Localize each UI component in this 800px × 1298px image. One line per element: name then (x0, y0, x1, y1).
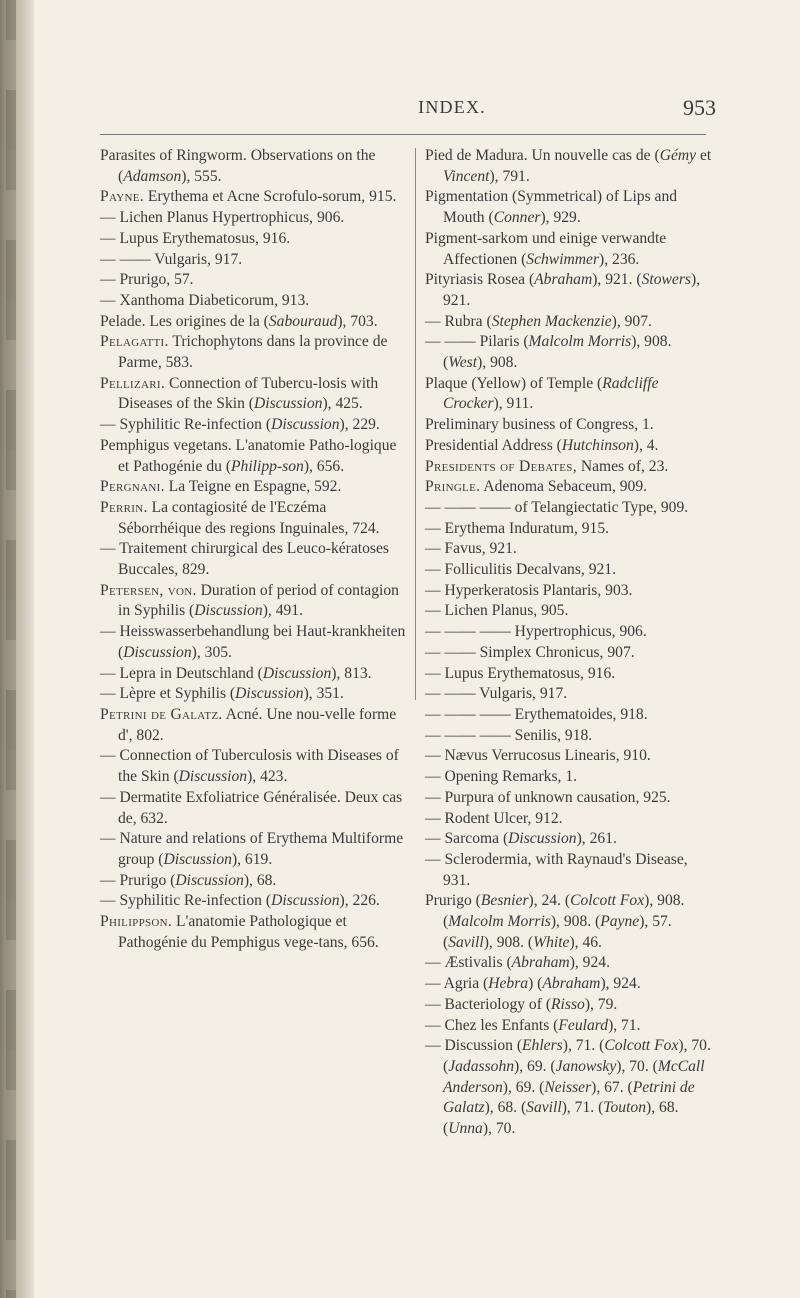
entry-author: Discussion (194, 602, 263, 620)
index-entry (425, 539, 715, 560)
entry-heading: Pringle. (425, 478, 481, 496)
entry-text: Pigment-sarkom und einige verwandte Affectionen ( (425, 229, 667, 268)
entry-text: ), 911. (493, 395, 534, 413)
entry-text: Acné. Une nou-velle forme d', 802. (118, 705, 397, 744)
entry-text: — Lèpre et Syphilis ( (100, 685, 236, 703)
index-entry (100, 208, 406, 229)
index-entry (100, 229, 406, 250)
entry-text: ), 4. (633, 436, 659, 454)
entry-text: ), 908. ( (483, 933, 534, 951)
entry-text: — —— —— Hypertrophicus, 906. (425, 623, 647, 641)
entry-text: Pityriasis Rosea ( (425, 271, 535, 289)
index-entry (100, 705, 406, 746)
entry-text: Adenoma Sebaceum, 909. (480, 478, 648, 496)
entry-text: L'anatomie Pathologique et Pathogénie du Pemphigus vege-tans, 656. (118, 913, 379, 951)
entry-author: Abraham (542, 975, 601, 993)
entry-author: Unna (448, 1120, 483, 1138)
index-entry (100, 146, 406, 187)
entry-text: — —— Pilaris ( (425, 333, 529, 351)
entry-author: Petrini de Galatz (443, 1078, 695, 1117)
index-entry (100, 291, 406, 312)
page-number: 953 (683, 95, 716, 120)
entry-text: ), 68. ( (443, 1099, 679, 1138)
index-entry (425, 560, 715, 581)
index-entry (425, 312, 715, 333)
entry-text: ), 305. (191, 643, 232, 661)
index-entry (425, 664, 715, 685)
index-column-right (425, 146, 715, 1140)
index-entry (100, 539, 406, 580)
entry-text: Pelade. Les origines de la ( (100, 312, 269, 330)
index-entry (425, 891, 715, 953)
entry-text: ), 907. (611, 312, 652, 330)
index-entry (100, 270, 406, 291)
entry-author: Discussion (271, 892, 340, 910)
entry-text: ), 24. ( (528, 892, 571, 910)
entry-text: — Lichen Planus Hypertrophicus, 906. (100, 209, 345, 227)
index-entry (425, 146, 715, 187)
entry-author: Touton (603, 1099, 647, 1117)
column-divider (415, 148, 416, 700)
entry-text: Pied de Madura. Un nouvelle cas de ( (425, 147, 660, 164)
entry-author: McCall Anderson (443, 1057, 705, 1096)
entry-text: ), 70. (482, 1120, 516, 1138)
index-entry (425, 498, 715, 519)
index-entry (425, 767, 715, 788)
index-entry (100, 250, 406, 271)
entry-text: ) ( (528, 975, 543, 993)
index-entry (425, 829, 715, 850)
entry-text: — Heisswasserbehandlung bei Haut-krankheiten ( (100, 623, 406, 661)
entry-author: Besnier (480, 892, 529, 910)
entry-text: ), 229. (339, 416, 380, 434)
entry-author: Hutchinson (561, 436, 634, 454)
entry-text: — Discussion ( (425, 1037, 523, 1055)
entry-text: ), 656. (303, 457, 345, 475)
entry-author: Stephen Mackenzie (491, 312, 612, 330)
index-entry (100, 415, 406, 436)
index-entry (425, 374, 715, 415)
index-column-left (100, 146, 406, 953)
entry-text: — Prurigo, 57. (100, 271, 194, 289)
index-entry (100, 664, 406, 685)
entry-text: ), 921. ( (592, 271, 642, 289)
entry-text: ), 491. (262, 602, 303, 620)
entry-heading: Petersen, von. (100, 581, 197, 599)
entry-heading: Pelagatti. (100, 333, 169, 351)
entry-author: Payne (600, 913, 640, 931)
entry-heading: Pellizari. (100, 374, 166, 392)
entry-text: — —— —— Senilis, 918. (425, 726, 593, 744)
entry-author: Hebra (488, 975, 529, 993)
entry-author: Risso (551, 995, 585, 1013)
entry-heading: Petrini de Galatz. (100, 705, 223, 723)
index-entry (425, 581, 715, 602)
index-entry (425, 457, 715, 478)
entry-author: Discussion (254, 395, 323, 413)
entry-text: — Lichen Planus, 905. (425, 602, 569, 620)
entry-text: ), 703. (337, 312, 378, 330)
entry-text: — Lepra in Deutschland ( (100, 664, 263, 682)
entry-author: West (448, 354, 478, 372)
entry-text: ), 69. ( (514, 1057, 556, 1075)
entry-author: Sabouraud (268, 312, 338, 330)
index-entry (425, 974, 715, 995)
index-entry (100, 187, 406, 208)
index-entry (425, 726, 715, 747)
entry-author: White (533, 933, 570, 951)
entry-text: La contagiosité de l'Eczéma Séborrhéique des regions Inguinales, 724. (118, 498, 380, 537)
index-entry (100, 498, 406, 539)
index-entry (425, 1036, 715, 1140)
index-entry (100, 332, 406, 373)
index-entry (425, 332, 715, 373)
index-entry (100, 436, 406, 477)
entry-author: Philipp-son (231, 457, 304, 475)
entry-text: — Bacteriology of ( (425, 995, 552, 1013)
entry-text: — —— Vulgaris, 917. (425, 685, 568, 703)
index-entry (425, 684, 715, 705)
entry-text: ), 68. (243, 871, 277, 889)
index-entry (425, 850, 715, 891)
entry-text: La Teigne en Espagne, 592. (164, 478, 342, 496)
index-entry (425, 187, 715, 228)
entry-text: ), 79. (584, 995, 618, 1013)
entry-text: Prurigo ( (425, 892, 481, 910)
index-entry (425, 809, 715, 830)
entry-heading: Payne. (100, 188, 144, 206)
entry-text: — Syphilitic Re-infection ( (100, 416, 272, 434)
running-head: INDEX. (418, 97, 486, 117)
entry-text: ), 619. (231, 850, 273, 868)
entry-text: — Sarcoma ( (425, 830, 509, 848)
entry-text: — Opening Remarks, 1. (425, 768, 578, 786)
entry-author: Vincent (443, 167, 490, 185)
index-entry (425, 705, 715, 726)
entry-text: ), 813. (331, 664, 372, 682)
entry-text: — Prurigo ( (100, 871, 176, 889)
entry-text: — Æstivalis ( (425, 954, 512, 972)
index-entry (425, 519, 715, 540)
entry-text: ), 69. ( (502, 1078, 545, 1096)
entry-text: ), 70. ( (443, 1037, 711, 1075)
entry-author: Feulard (558, 1016, 609, 1034)
entry-author: Conner (493, 209, 541, 227)
index-entry (100, 581, 406, 622)
entry-text: ), 924. (569, 954, 610, 972)
entry-text: Connection of Tubercu-losis with Diseases of the Skin ( (118, 374, 379, 413)
index-entry (100, 871, 406, 892)
index-entry (100, 829, 406, 870)
entry-author: Malcolm Morris (528, 333, 632, 351)
entry-text: ), 908. ( (443, 333, 672, 372)
entry-text: Pemphigus vegetans. L'anatomie Patho-logique et Pathogénie du ( (100, 436, 397, 475)
entry-heading: Pergnani. (100, 478, 165, 496)
entry-text: — Chez les Enfants ( (425, 1016, 559, 1034)
entry-text: — Lupus Erythematosus, 916. (425, 664, 616, 682)
entry-author: Discussion (163, 850, 232, 868)
entry-author: Abraham (511, 954, 570, 972)
entry-text: ), 555. (181, 167, 222, 185)
index-entry (425, 746, 715, 767)
entry-text: Trichophytons dans la province de Parme, 583. (118, 333, 388, 372)
entry-text: ), 425. (322, 395, 363, 413)
entry-text: Erythema et Acne Scrofulo-sorum, 915. (143, 188, 397, 206)
index-entry (425, 270, 715, 311)
index-entry (100, 622, 406, 663)
entry-text: Plaque (Yellow) of Temple ( (425, 374, 603, 392)
entry-text: ), 226. (339, 892, 380, 910)
entry-author: Discussion (178, 768, 248, 786)
index-entry (425, 436, 715, 457)
entry-text: Pigmentation (Symmetrical) of Lips and Mouth ( (425, 188, 678, 227)
entry-author: Adamson (123, 167, 182, 185)
entry-text: — Nature and relations of Erythema Multiforme group ( (100, 830, 404, 868)
index-entry (425, 788, 715, 809)
entry-author: Gémy (659, 147, 697, 164)
entry-text: ), 929. (540, 209, 581, 227)
entry-author: Savill (448, 933, 484, 951)
entry-text: — —— Vulgaris, 917. (100, 250, 243, 268)
index-entry (425, 953, 715, 974)
entry-text: Names of, 23. (576, 457, 669, 475)
index-entry (100, 477, 406, 498)
entry-author: Radcliffe Crocker (443, 374, 659, 413)
entry-text: ), 71. (608, 1016, 641, 1034)
index-entry (100, 684, 406, 705)
index-entry (100, 746, 406, 787)
entry-author: Colcott Fox (570, 892, 645, 910)
entry-text: — Connection of Tuberculosis with Diseases of the Skin ( (100, 747, 399, 786)
entry-text: et (696, 147, 712, 164)
entry-author: Discussion (123, 643, 192, 661)
entry-author: Janowsky (555, 1057, 617, 1075)
entry-text: ), 423. (247, 768, 288, 786)
entry-author: Discussion (271, 416, 340, 434)
index-entry (100, 312, 406, 333)
entry-text: — Agria ( (425, 975, 489, 993)
page-header (0, 97, 800, 127)
index-entry (100, 891, 406, 912)
entry-text: ), 921. (443, 271, 701, 309)
entry-text: — Favus, 921. (425, 540, 517, 558)
index-entry (100, 912, 406, 953)
index-entry (100, 788, 406, 829)
entry-author: Jadassohn (448, 1057, 515, 1075)
index-entry (425, 601, 715, 622)
index-entry (425, 643, 715, 664)
entry-heading: Presidents of Debates, (425, 457, 577, 475)
entry-author: Malcolm Morris (448, 913, 551, 931)
entry-author: Discussion (235, 685, 304, 703)
entry-text: — Lupus Erythematosus, 916. (100, 229, 291, 247)
entry-text: ), 261. (576, 830, 617, 848)
entry-text: ), 908. (477, 354, 518, 372)
entry-author: Colcott Fox (604, 1037, 679, 1055)
entry-author: Abraham (534, 271, 593, 289)
entry-text: ), 791. (489, 167, 530, 185)
binding-edge (6, 0, 16, 1298)
entry-text: ), 46. (569, 933, 602, 951)
entry-author: Stowers (641, 271, 691, 289)
index-entry (425, 229, 715, 270)
entry-text: — Nævus Verrucosus Linearis, 910. (425, 747, 651, 765)
entry-text: ), 57. ( (443, 913, 672, 951)
entry-heading: Perrin. (100, 498, 148, 516)
entry-text: ), 924. (600, 975, 641, 993)
index-entry (100, 374, 406, 415)
entry-text: Duration of period of contagion in Syphilis ( (118, 581, 399, 620)
index-entry (425, 995, 715, 1016)
entry-text: — Sclerodermia, with Raynaud's Disease, 931. (425, 850, 688, 889)
entry-text: Parasites of Ringworm. Observations on the ( (100, 147, 376, 185)
entry-text: — Folliculitis Decalvans, 921. (425, 561, 617, 579)
entry-text: ), 71. ( (562, 1037, 605, 1055)
entry-text: — Hyperkeratosis Plantaris, 903. (425, 581, 633, 599)
entry-text: ), 351. (303, 685, 344, 703)
entry-text: ), 70. ( (616, 1057, 658, 1075)
entry-author: Discussion (262, 664, 332, 682)
entry-text: — Erythema Induratum, 915. (425, 519, 610, 537)
entry-text: ), 71. ( (561, 1099, 604, 1117)
header-rule (100, 134, 706, 135)
entry-text: ), 908. ( (550, 913, 601, 931)
entry-text: ), 68. ( (484, 1099, 527, 1117)
index-entry (425, 415, 715, 436)
entry-text: — Xanthoma Diabeticorum, 913. (100, 291, 310, 309)
entry-text: Presidential Address ( (425, 436, 562, 454)
book-spine-shadow (0, 0, 34, 1298)
entry-author: Neisser (544, 1078, 592, 1096)
index-entry (425, 1016, 715, 1037)
index-entry (425, 477, 715, 498)
entry-author: Schwimmer (526, 250, 600, 268)
index-entry (425, 622, 715, 643)
entry-author: Discussion (175, 871, 244, 889)
entry-text: — Rodent Ulcer, 912. (425, 809, 563, 827)
entry-text: — —— Simplex Chronicus, 907. (425, 643, 635, 661)
entry-text: — Dermatite Exfoliatrice Généralisée. Deux cas de, 632. (100, 788, 403, 827)
entry-heading: Philippson. (100, 913, 173, 931)
entry-text: ), 908. ( (443, 892, 685, 931)
entry-text: — Purpura of unknown causation, 925. (425, 788, 671, 806)
entry-text: — —— —— of Telangiectatic Type, 909. (425, 498, 689, 516)
entry-text: — Rubra ( (425, 312, 492, 330)
entry-text: ), 236. (599, 250, 640, 268)
entry-text: ), 67. ( (591, 1078, 633, 1096)
entry-text: — —— —— Erythematoides, 918. (425, 705, 648, 723)
entry-author: Discussion (508, 830, 577, 848)
entry-author: Ehlers (522, 1037, 563, 1055)
entry-author: Savill (526, 1099, 562, 1117)
entry-text: — Traitement chirurgical des Leuco-kératoses Buccales, 829. (100, 540, 389, 579)
entry-text: — Syphilitic Re-infection ( (100, 892, 272, 910)
entry-text: Preliminary business of Congress, 1. (425, 416, 654, 434)
